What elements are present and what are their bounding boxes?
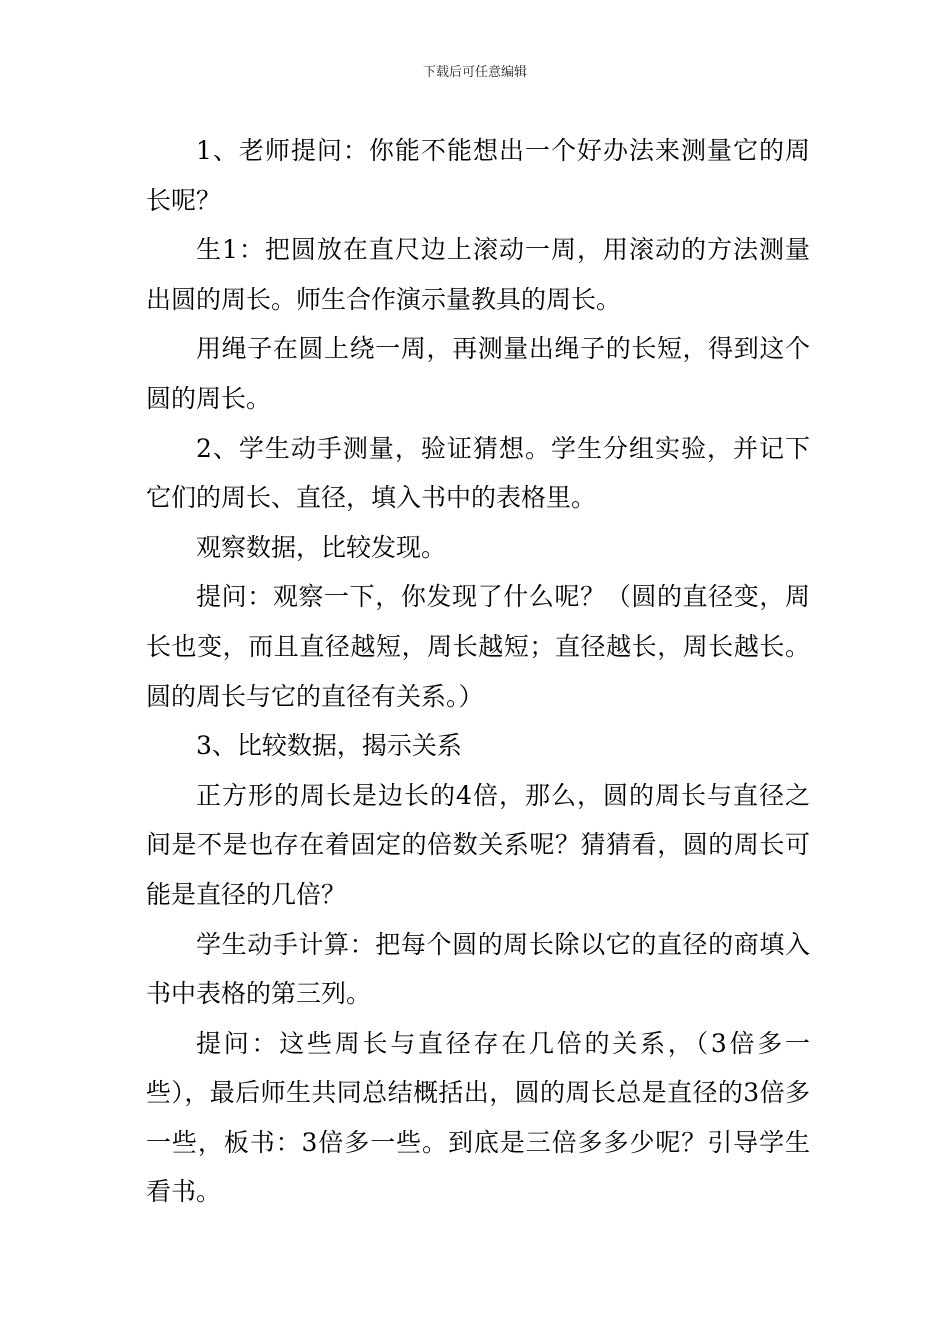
paragraph-square-perimeter: 正方形的周长是边长的4倍，那么，圆的周长与直径之间是不是也存在着固定的倍数关系呢？猜猜看，圆的周长可能是直径的几倍？ <box>146 780 810 909</box>
paragraph-question-1: 1、老师提问：你能不能想出一个好办法来测量它的周长呢？ <box>146 136 810 215</box>
page-header: 下载后可任意编辑 <box>422 65 527 80</box>
paragraph-rope-method: 用绳子在圆上绕一周，再测量出绳子的长短，得到这个圆的周长。 <box>146 334 810 413</box>
paragraph-step-2: 2、学生动手测量，验证猜想。学生分组实验，并记下它们的周长、直径，填入书中的表格里。 <box>146 433 810 513</box>
paragraph-step-3: 3、比较数据，揭示关系 <box>196 731 462 761</box>
document-body <box>146 126 810 1217</box>
paragraph-observe: 观察数据，比较发现。 <box>196 532 447 562</box>
paragraph-calculate: 学生动手计算：把每个圆的周长除以它的直径的商填入书中表格的第三列。 <box>146 929 810 1009</box>
paragraph-question-2: 提问：观察一下，你发现了什么呢？（圆的直径变，周长也变，而且直径越短，周长越短；直径越长，周长越长。圆的周长与它的直径有关系。） <box>146 582 810 711</box>
paragraph-conclusion: 提问：这些周长与直径存在几倍的关系，（3倍多一些），最后师生共同总结概括出，圆的周长总是直径的3倍多一些，板书：3倍多一些。到底是三倍多多少呢？引导学生看书。 <box>146 1028 810 1207</box>
paragraph-student-1: 生1：把圆放在直尺边上滚动一周，用滚动的方法测量出圆的周长。师生合作演示量教具的周长。 <box>146 235 810 314</box>
